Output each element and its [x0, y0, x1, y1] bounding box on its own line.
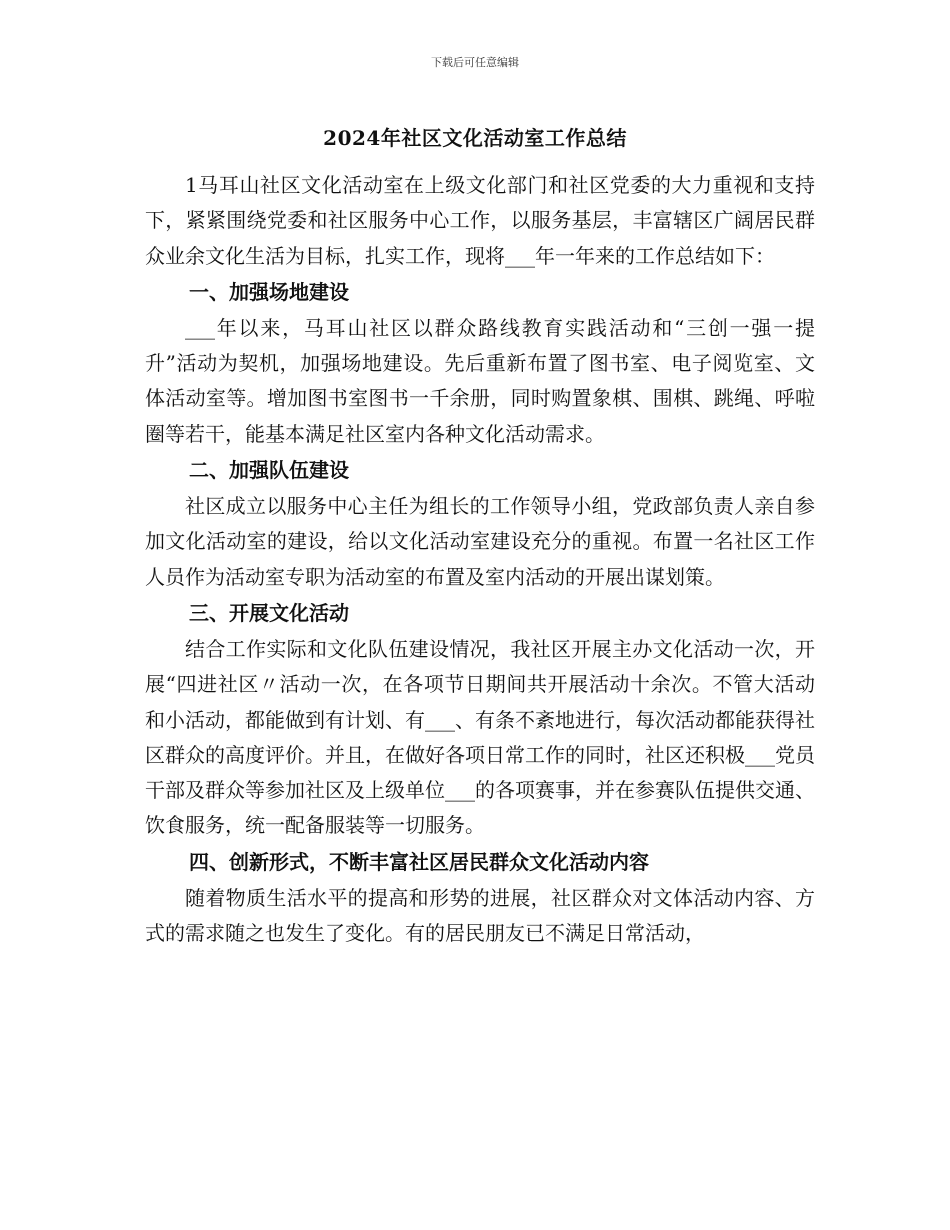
- document-title: 2024年社区文化活动室工作总结: [323, 126, 627, 150]
- section-heading-3: 三、开展文化活动: [189, 600, 349, 625]
- section-heading-2: 二、加强队伍建设: [189, 458, 349, 483]
- section-heading-4: 四、创新形式，不断丰富社区居民群众文化活动内容: [189, 849, 649, 874]
- document-body: [145, 168, 815, 951]
- section-heading-1: 一、加强场地建设: [189, 279, 349, 304]
- intro-paragraph: 1马耳山社区文化活动室在上级文化部门和社区党委的大力重视和支持下，紧紧围绕党委和社区服务中心工作，以服务基层，丰富辖区广阔居民群众业余文化生活为目标，扎实工作，现将___年一年来的工作总结如下：: [145, 173, 815, 268]
- section-paragraph-2: 社区成立以服务中心主任为组长的工作领导小组，党政部负责人亲自参加文化活动室的建设，给以文化活动室建设充分的重视。布置一名社区工作人员作为活动室专职为活动室的布置及室内活动的开展出谋划策。: [145, 494, 815, 589]
- section-paragraph-1: ___年以来，马耳山社区以群众路线教育实践活动和“三创一强一提升”活动为契机，加强场地建设。先后重新布置了图书室、电子阅览室、文体活动室等。增加图书室图书一千余册，同时购置象棋、围棋、跳绳、呼啦圈等若干，能基本满足社区室内各种文化活动需求。: [145, 315, 815, 446]
- page-header-note: 下载后可任意编辑: [431, 56, 519, 69]
- section-paragraph-3: 结合工作实际和文化队伍建设情况，我社区开展主办文化活动一次，开展“四进社区〃活动一次，在各项节日期间共开展活动十余次。不管大活动和小活动，都能做到有计划、有___、有条不紊地进行，每次活动都能获得社区群众的高度评价。并且，在做好各项日常工作的同时，社区还积极___党员干部及群众等参加社区及上级单位___的各项赛事，并在参赛队伍提供交通、饮食服务，统一配备服装等一切服务。: [145, 636, 815, 838]
- section-paragraph-4: 随着物质生活水平的提高和形势的进展，社区群众对文体活动内容、方式的需求随之也发生了变化。有的居民朋友已不满足日常活动，: [145, 885, 815, 946]
